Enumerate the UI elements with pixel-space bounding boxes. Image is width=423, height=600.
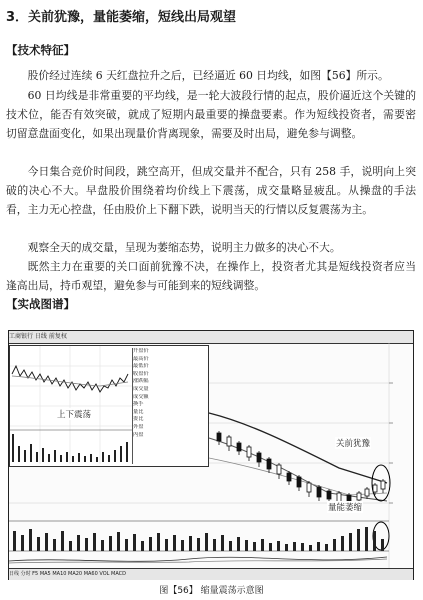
section-heading-chart: 【实战图谱】	[6, 297, 75, 311]
paragraph-5: 既然主力在重要的关口面前犹豫不决，在操作上，投资者尤其是短线投资者应当逢高出局，持币观望，避免参与可能到来的短线调整。	[6, 260, 416, 292]
paragraph-4: 观察全天的成交量，呈现为萎缩态势，说明主力做多的决心不大。	[27, 241, 341, 254]
page-title: 3．关前犹豫，量能萎缩，短线出局观望	[6, 10, 237, 25]
quote-info-panel	[132, 348, 205, 464]
annotation-volume-shrink: 量能萎缩	[328, 503, 363, 513]
quote-field: 成交额	[133, 393, 149, 400]
quote-field: 最低价	[133, 363, 149, 370]
chart-statusbar: 日线 分时 F5 MA5 MA10 MA20 MA60 VOL MACD	[9, 568, 413, 580]
quote-field: 涨跌幅	[133, 378, 149, 385]
quote-field: 外盘	[133, 423, 144, 430]
quote-field: 量比	[133, 408, 144, 415]
quote-field: 内盘	[133, 431, 144, 438]
paragraph-1: 股价经过连续 6 天红盘拉升之后，已经逼近 60 日均线，如图【56】所示。	[27, 69, 389, 82]
quote-field: 收盘价	[133, 370, 149, 377]
stock-chart-screenshot	[8, 330, 414, 580]
chart-topbar: 工商银行 日线 前复权	[9, 331, 413, 344]
intraday-inset	[9, 345, 209, 467]
paragraph-2: 60 日均线是非常重要的平均线，是一轮大波段行情的起点，股价逼近这个关键的技术位，能否有效突破，就成了短期内最重要的操盘要素。作为短线投资者，需要密切留意盘面变化，如果出现量价背离现象，需要及时出局，避免参与调整。	[6, 89, 416, 140]
quote-field: 委比	[133, 416, 144, 423]
annotation-intraday-oscillation: 上下震荡	[57, 410, 92, 420]
section-heading-tech: 【技术特征】	[6, 43, 75, 57]
quote-field: 换手	[133, 401, 144, 408]
paragraph-3: 今日集合竞价时间段，跳空高开，但成交量并不配合，只有 258 手，说明向上突破的决心不大。早盘股价围绕着均价线上下震荡，成交量略显疲乱。从操盘的手法看，主力无心控盘，任由股价上下翻下跌，说明当天的行情以反复震荡为主。	[6, 165, 416, 216]
quote-field: 最高价	[133, 355, 149, 362]
quote-field: 开盘价	[133, 348, 149, 354]
intraday-chart	[10, 346, 132, 464]
annotation-resistance-hesitation: 关前犹豫	[336, 439, 371, 449]
figure-caption: 图【56】 缩量震荡示意图	[159, 586, 264, 596]
quote-field: 成交量	[133, 385, 149, 392]
